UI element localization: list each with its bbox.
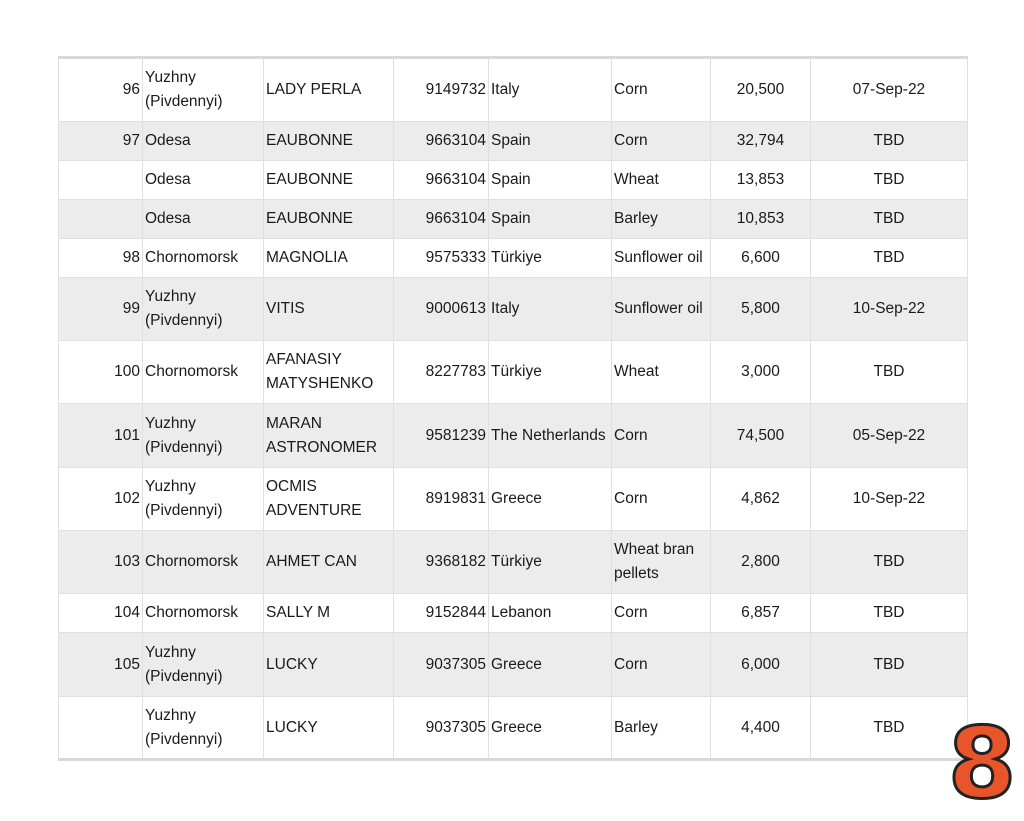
- destination-cell: The Netherlands: [489, 404, 612, 468]
- vessel-cell: AFANASIY MATYSHENKO: [264, 341, 394, 404]
- shipments-table-wrapper: [58, 56, 967, 761]
- date-cell: TBD: [811, 697, 968, 760]
- cargo-cell: Barley: [612, 200, 711, 239]
- table-row: [59, 531, 968, 594]
- cargo-cell: Corn: [612, 594, 711, 633]
- vessel-cell: LUCKY: [264, 697, 394, 760]
- quantity-cell: 2,800: [711, 531, 811, 594]
- table-body: [59, 58, 968, 760]
- destination-cell: Greece: [489, 633, 612, 697]
- row-number: 97: [59, 122, 143, 161]
- imo-cell: 9037305: [394, 697, 489, 760]
- port-cell: Yuzhny (Pivdennyi): [143, 468, 264, 531]
- vessel-cell: VITIS: [264, 278, 394, 341]
- table-row: [59, 341, 968, 404]
- port-cell: Odesa: [143, 161, 264, 200]
- table-row: [59, 404, 968, 468]
- port-cell: Yuzhny (Pivdennyi): [143, 697, 264, 760]
- port-cell: Chornomorsk: [143, 531, 264, 594]
- imo-cell: 9663104: [394, 200, 489, 239]
- cargo-cell: Sunflower oil: [612, 239, 711, 278]
- table-row: [59, 633, 968, 697]
- imo-cell: 9152844: [394, 594, 489, 633]
- destination-cell: Italy: [489, 58, 612, 122]
- table-row: [59, 594, 968, 633]
- table-row: [59, 161, 968, 200]
- cargo-cell: Corn: [612, 58, 711, 122]
- table-row: [59, 278, 968, 341]
- date-cell: TBD: [811, 594, 968, 633]
- table-row: [59, 697, 968, 760]
- cargo-cell: Sunflower oil: [612, 278, 711, 341]
- vessel-cell: EAUBONNE: [264, 200, 394, 239]
- imo-cell: 9663104: [394, 122, 489, 161]
- vessel-cell: MAGNOLIA: [264, 239, 394, 278]
- cargo-cell: Wheat bran pellets: [612, 531, 711, 594]
- vessel-cell: EAUBONNE: [264, 161, 394, 200]
- row-number: 100: [59, 341, 143, 404]
- table-row: [59, 122, 968, 161]
- port-cell: Chornomorsk: [143, 239, 264, 278]
- destination-cell: Greece: [489, 697, 612, 760]
- destination-cell: Spain: [489, 161, 612, 200]
- vessel-cell: LUCKY: [264, 633, 394, 697]
- port-cell: Chornomorsk: [143, 594, 264, 633]
- date-cell: TBD: [811, 122, 968, 161]
- port-cell: Chornomorsk: [143, 341, 264, 404]
- quantity-cell: 10,853: [711, 200, 811, 239]
- port-cell: Yuzhny (Pivdennyi): [143, 633, 264, 697]
- row-number: [59, 697, 143, 760]
- table-row: [59, 239, 968, 278]
- quantity-cell: 5,800: [711, 278, 811, 341]
- quantity-cell: 74,500: [711, 404, 811, 468]
- vessel-cell: LADY PERLA: [264, 58, 394, 122]
- row-number: [59, 200, 143, 239]
- imo-cell: 9000613: [394, 278, 489, 341]
- table-row: [59, 468, 968, 531]
- port-cell: Odesa: [143, 122, 264, 161]
- cargo-cell: Corn: [612, 122, 711, 161]
- vessel-cell: AHMET CAN: [264, 531, 394, 594]
- destination-cell: Lebanon: [489, 594, 612, 633]
- cargo-cell: Barley: [612, 697, 711, 760]
- port-cell: Yuzhny (Pivdennyi): [143, 278, 264, 341]
- quantity-cell: 6,857: [711, 594, 811, 633]
- date-cell: 10-Sep-22: [811, 468, 968, 531]
- row-number: 101: [59, 404, 143, 468]
- imo-cell: 8227783: [394, 341, 489, 404]
- row-number: [59, 161, 143, 200]
- date-cell: TBD: [811, 341, 968, 404]
- quantity-cell: 6,600: [711, 239, 811, 278]
- row-number: 99: [59, 278, 143, 341]
- quantity-cell: 6,000: [711, 633, 811, 697]
- quantity-cell: 20,500: [711, 58, 811, 122]
- vessel-cell: EAUBONNE: [264, 122, 394, 161]
- vessel-cell: SALLY M: [264, 594, 394, 633]
- cargo-cell: Wheat: [612, 341, 711, 404]
- table-row: [59, 58, 968, 122]
- row-number: 102: [59, 468, 143, 531]
- row-number: 104: [59, 594, 143, 633]
- date-cell: TBD: [811, 200, 968, 239]
- date-cell: 05-Sep-22: [811, 404, 968, 468]
- date-cell: 07-Sep-22: [811, 58, 968, 122]
- shipments-table: [58, 56, 968, 761]
- destination-cell: Türkiye: [489, 341, 612, 404]
- row-number: 96: [59, 58, 143, 122]
- imo-cell: 9581239: [394, 404, 489, 468]
- quantity-cell: 13,853: [711, 161, 811, 200]
- row-number: 105: [59, 633, 143, 697]
- date-cell: TBD: [811, 161, 968, 200]
- date-cell: TBD: [811, 239, 968, 278]
- table-row: [59, 200, 968, 239]
- destination-cell: Spain: [489, 122, 612, 161]
- destination-cell: Türkiye: [489, 239, 612, 278]
- quantity-cell: 4,862: [711, 468, 811, 531]
- vessel-cell: OCMIS ADVENTURE: [264, 468, 394, 531]
- quantity-cell: 3,000: [711, 341, 811, 404]
- date-cell: TBD: [811, 531, 968, 594]
- destination-cell: Greece: [489, 468, 612, 531]
- imo-cell: 9037305: [394, 633, 489, 697]
- quantity-cell: 32,794: [711, 122, 811, 161]
- page-number-badge: 8: [948, 707, 1017, 821]
- vessel-cell: MARAN ASTRONOMER: [264, 404, 394, 468]
- destination-cell: Türkiye: [489, 531, 612, 594]
- destination-cell: Spain: [489, 200, 612, 239]
- cargo-cell: Corn: [612, 404, 711, 468]
- cargo-cell: Wheat: [612, 161, 711, 200]
- imo-cell: 9663104: [394, 161, 489, 200]
- imo-cell: 9149732: [394, 58, 489, 122]
- row-number: 103: [59, 531, 143, 594]
- imo-cell: 8919831: [394, 468, 489, 531]
- date-cell: 10-Sep-22: [811, 278, 968, 341]
- destination-cell: Italy: [489, 278, 612, 341]
- quantity-cell: 4,400: [711, 697, 811, 760]
- imo-cell: 9575333: [394, 239, 489, 278]
- imo-cell: 9368182: [394, 531, 489, 594]
- port-cell: Yuzhny (Pivdennyi): [143, 58, 264, 122]
- cargo-cell: Corn: [612, 633, 711, 697]
- port-cell: Odesa: [143, 200, 264, 239]
- row-number: 98: [59, 239, 143, 278]
- date-cell: TBD: [811, 633, 968, 697]
- port-cell: Yuzhny (Pivdennyi): [143, 404, 264, 468]
- cargo-cell: Corn: [612, 468, 711, 531]
